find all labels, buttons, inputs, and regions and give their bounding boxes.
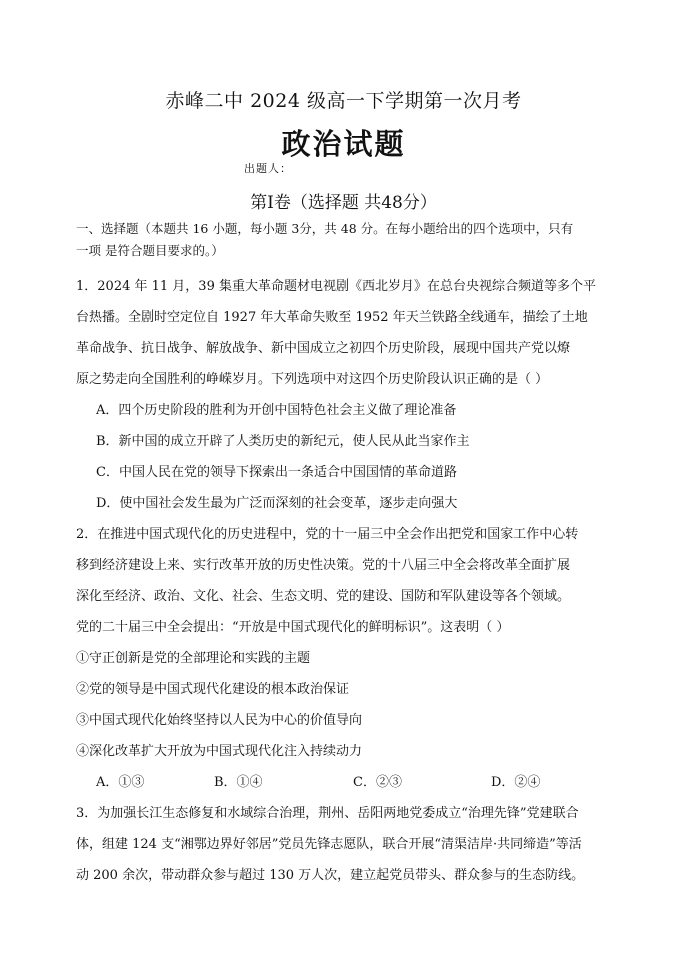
question-stem-line: 党的二十届三中全会提出：“开放是中国式现代化的鲜明标识”。这表明（ ） (76, 620, 510, 635)
section-instructions (76, 218, 614, 262)
option-d: D．使中国社会发生最为广泛而深刻的社会变革，逐步走向强大 (96, 496, 458, 511)
author-label: 出题人： (244, 162, 292, 175)
option-d: D．②④ (491, 775, 541, 790)
statement-4: ④深化改革扩大开放为中国式现代化注入持续动力 (76, 744, 363, 759)
section-instructions-line: 一、选择题（本题共 16 小题，每小题 3分，共 48 分。在每小题给出的四个选项中，只有 (76, 221, 574, 236)
exam-content (76, 218, 614, 891)
question-stem-line: 移到经济建设上来、实行改革开放的历史性决策。党的十八届三中全会将改革全面扩展 (76, 558, 571, 573)
question-stem-line: 台热播。全剧时空定位自 1927 年大革命失败至 1952 年天兰铁路全线通车，描绘了土地 (76, 310, 588, 325)
question-3 (76, 798, 614, 891)
option-a: A．①③ (96, 775, 145, 790)
option-c: C．②③ (353, 775, 402, 790)
subject-title: 政治试题 (281, 127, 406, 161)
question-stem-line: 体，组建 124 支“湘鄂边界好邻居”党员先锋志愿队，联合开展“清渠洁岸·共同缔造”等活 (76, 837, 582, 852)
question-1 (76, 271, 614, 519)
question-stem-line: 3．为加强长江生态修复和水域综合治理，荆州、岳阳两地党委成立“治理先锋”党建联合 (76, 806, 579, 821)
options-row (76, 767, 614, 798)
question-stem-line: 1．2024 年 11 月，39 集重大革命题材电视剧《西北岁月》在总台央视综合频道等多个平 (76, 279, 596, 294)
option-b: B．①④ (214, 775, 263, 790)
option-b: B．新中国的成立开辟了人类历史的新纪元，使人民从此当家作主 (96, 434, 470, 449)
question-2 (76, 519, 614, 798)
option-c: C．中国人民在党的领导下探索出一条适合中国国情的革命道路 (96, 465, 457, 480)
statement-3: ③中国式现代化始终坚持以人民为中心的价值导向 (76, 713, 363, 728)
question-stem-line: 原之势走向全国胜利的峥嵘岁月。下列选项中对这四个历史阶段认识正确的是（ ） (76, 372, 549, 387)
question-stem-line: 深化至经济、政治、文化、社会、生态文明、党的建设、国防和军队建设等各个领域。 (76, 589, 571, 604)
statement-2: ②党的领导是中国式现代化建设的根本政治保证 (76, 682, 350, 697)
question-stem-line: 革命战争、抗日战争、解放战争、新中国成立之初四个历史阶段，展现中国共产党以燎 (76, 341, 571, 356)
school-title: 赤峰二中 2024 级高一下学期第一次月考 (165, 90, 522, 112)
question-stem-line: 2．在推进中国式现代化的历史进程中，党的十一届三中全会作出把党和国家工作中心转 (76, 527, 579, 542)
volume-title: 第Ⅰ卷（选择题 共48分） (250, 193, 437, 213)
option-a: A．四个历史阶段的胜利为开创中国特色社会主义做了理论准备 (96, 403, 457, 418)
statement-1: ①守正创新是党的全部理论和实践的主题 (76, 651, 311, 666)
question-stem-line: 动 200 余次，带动群众参与超过 130 万人次，建立起党员带头、群众参与的生态防线。 (76, 868, 585, 883)
section-instructions-line: 一项 是符合题目要求的。） (76, 243, 224, 258)
